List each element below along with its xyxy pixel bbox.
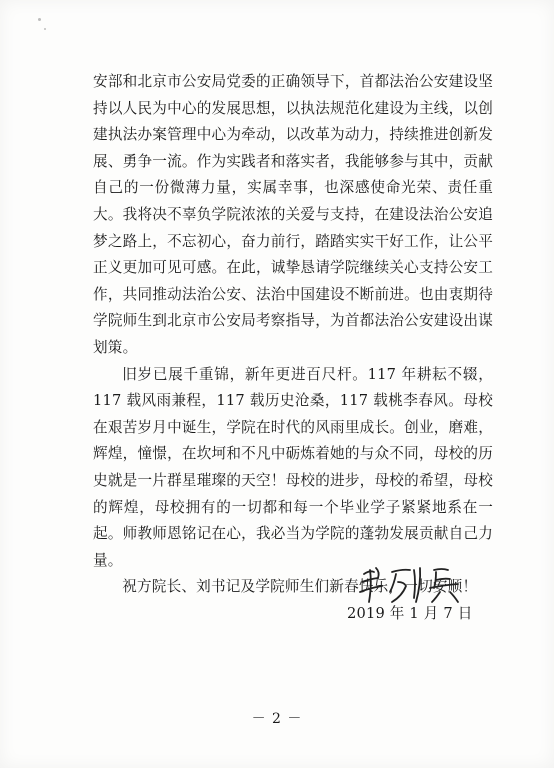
paragraph-2: 旧岁已展千重锦，新年更进百尺杆。117 年耕耘不辍，117 载风雨兼程，117 载历史沧桑，117 载桃李春风。母校在艰苦岁月中诞生，学院在时代的风雨里成长。创业，磨难，辉煌，憧憬，在坎坷和不凡中砺炼着她的与众不同，母校的历史就是一片群星璀璨的天空！母校的进步，母校的希望，母校的辉煌，母校拥有的一切都和每一个毕业学子紧紧地系在一起。师教师恩铭记在心，我必当为学院的蓬勃发展贡献自己力量。 <box>93 365 493 569</box>
page-number: － 2 － <box>251 711 303 727</box>
scan-speck <box>44 28 46 30</box>
letter-body <box>93 69 493 601</box>
scan-speck <box>38 18 41 21</box>
paragraph-3: 祝方院长、刘书记及学院师生们新春快乐，一切安顺！ <box>122 578 478 596</box>
signature-text <box>463 562 466 563</box>
paragraph-1: 安部和北京市公安局党委的正确领导下，首都法治公安建设坚持以人民为中心的发展思想，以执法规范化建设为主线，以创建执法办案管理中心为牵动，以改革为动力，持续推进创新发展、勇争一流。作为实践者和落实者，我能够参与其中，贡献自己的一份微薄力量，实属幸事，也深感使命光荣、责任重大。我将决不辜负学院浓浓的关爱与支持，在建设法治公安追梦之路上，不忘初心，奋力前行，踏踏实实干好工作，让公平正义更加可见可感。在此，诚挚恳请学院继续关心支持公安工作，共同推动法治公安、法治中国建设不断前进。也由衷期待学院师生到北京市公安局考察指导，为首都法治公安建设出谋划策。 <box>93 73 493 356</box>
letter-date: 2019 年 1 月 7 日 <box>347 605 473 622</box>
